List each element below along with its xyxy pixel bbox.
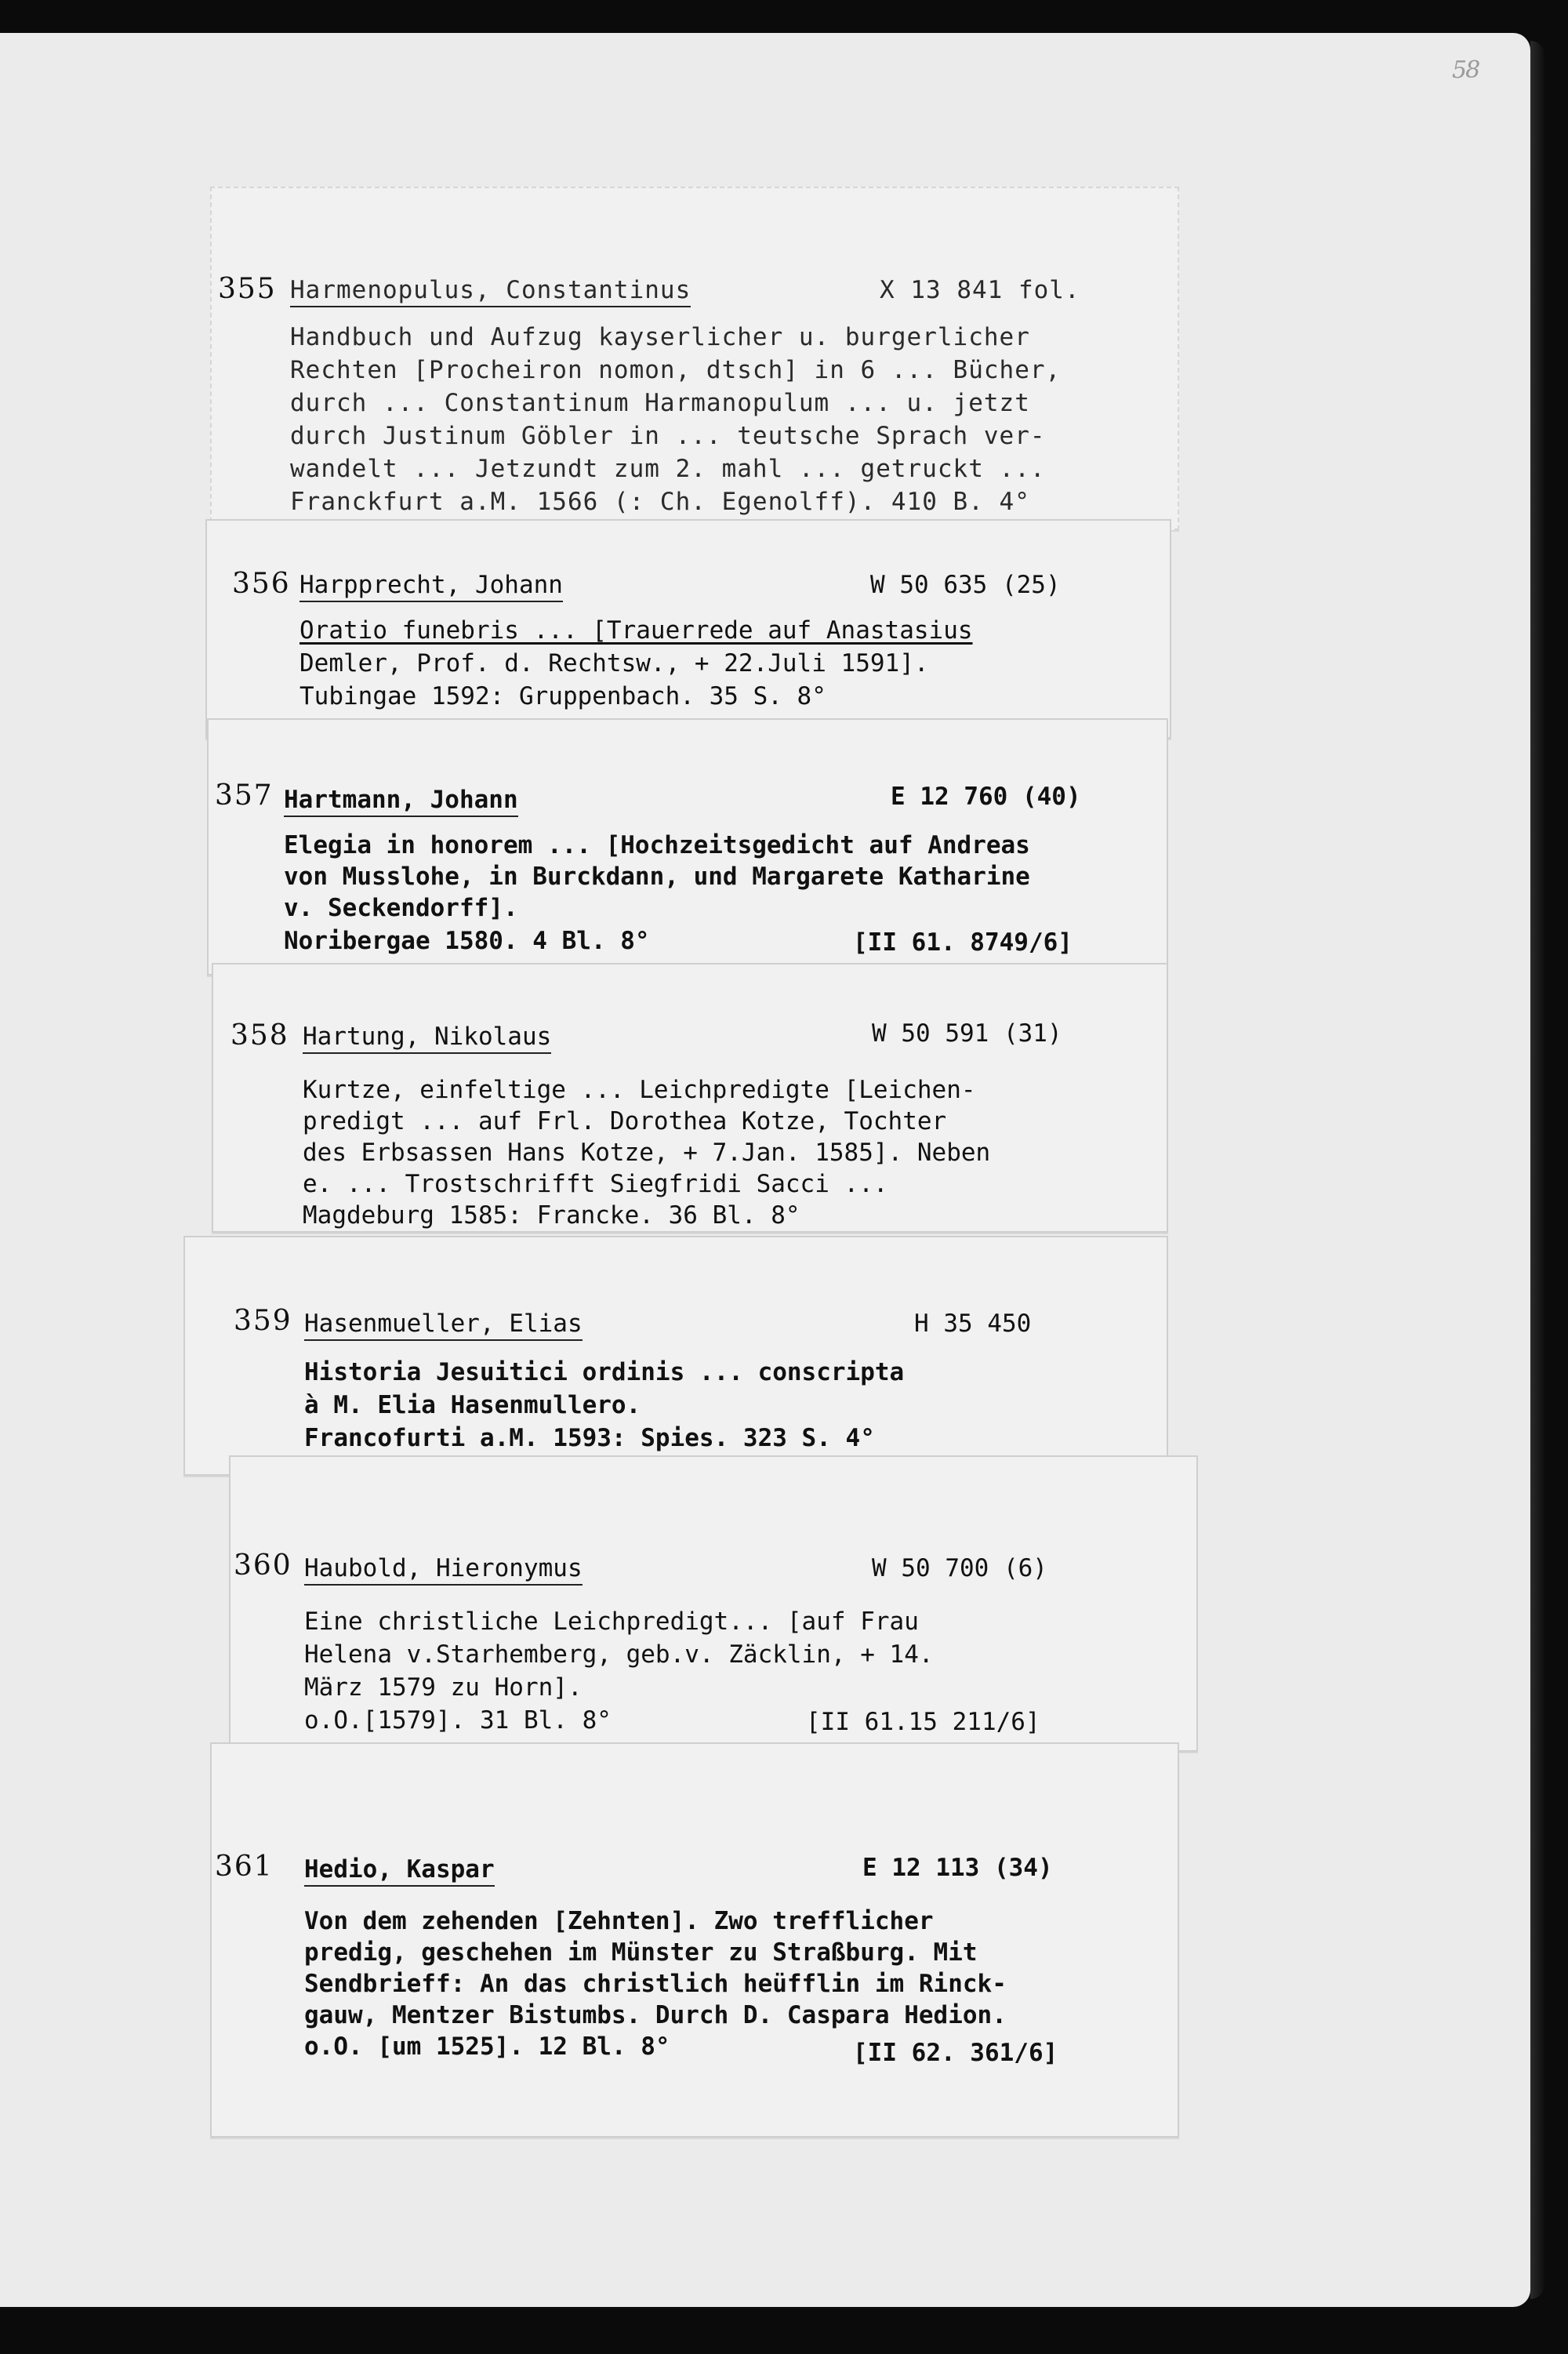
imprint-line: Noribergae 1580. 4 Bl. 8° (284, 927, 650, 955)
description-line: Rechten [Procheiron nomon, dtsch] in 6 ... Bücher, (290, 356, 1062, 384)
description-line: des Erbsassen Hans Kotze, + 7.Jan. 1585]. Neben (303, 1139, 991, 1167)
description-line: Von dem zehenden [Zehnten]. Zwo trefflicher (304, 1907, 934, 1935)
imprint-line: o.O. [um 1525]. 12 Bl. 8° (304, 2033, 670, 2061)
shelfmark: W 50 635 (25) (870, 571, 1061, 599)
holding-note: [II 61. 8749/6] (853, 928, 1073, 957)
imprint-line: Tubingae 1592: Gruppenbach. 35 S. 8° (299, 682, 826, 710)
description-line: à M. Elia Hasenmullero. (304, 1391, 641, 1419)
author-heading: Harpprecht, Johann (299, 571, 563, 602)
description-line: predig, geschehen im Münster zu Straßburg. Mit (304, 1938, 978, 1967)
description-line: durch Justinum Göbler in ... teutsche Sprach ver- (290, 422, 1046, 450)
shelfmark: E 12 760 (40) (891, 783, 1081, 811)
description-line: von Musslohe, in Burckdann, und Margarete Katharine (284, 863, 1030, 891)
catalog-card-356 (205, 519, 1171, 739)
catalog-card-360 (229, 1455, 1198, 1752)
description-line: März 1579 zu Horn]. (304, 1673, 583, 1702)
description-line: Oratio funebris ... [Trauerrede auf Anastasius (299, 616, 973, 645)
holding-note: [II 61.15 211/6] (806, 1708, 1040, 1736)
description-line: Sendbrieff: An das christlich heüfflin im Rinck- (304, 1970, 1007, 1998)
entry-number: 356 (232, 568, 291, 600)
imprint-line: o.O.[1579]. 31 Bl. 8° (304, 1706, 612, 1735)
description-line: e. ... Trostschrifft Siegfridi Sacci ... (303, 1170, 888, 1198)
entry-number: 361 (215, 1851, 274, 1883)
catalog-card-358 (212, 963, 1168, 1233)
imprint-line: Franckfurt a.M. 1566 (: Ch. Egenolff). 410 B. 4° (290, 488, 1030, 516)
imprint-line: Magdeburg 1585: Francke. 36 Bl. 8° (303, 1201, 800, 1230)
shelfmark: W 50 700 (6) (872, 1554, 1047, 1582)
entry-number: 359 (234, 1305, 292, 1337)
catalog-card-357 (207, 718, 1168, 975)
page-edge (1530, 41, 1544, 2299)
author-heading: Hartung, Nikolaus (303, 1023, 551, 1054)
description-line: wandelt ... Jetzundt zum 2. mahl ... getruckt ... (290, 455, 1046, 483)
author-heading: Hedio, Kaspar (304, 1855, 495, 1887)
entry-number: 360 (234, 1549, 292, 1582)
description-line: Elegia in honorem ... [Hochzeitsgedicht auf Andreas (284, 831, 1030, 859)
description-line: Kurtze, einfeltige ... Leichpredigte [Leichen- (303, 1076, 976, 1104)
shelfmark: W 50 591 (31) (872, 1019, 1062, 1048)
author-heading: Hartmann, Johann (284, 786, 518, 817)
author-heading: Harmenopulus, Constantinus (290, 276, 691, 307)
author-heading: Hasenmueller, Elias (304, 1310, 583, 1341)
catalog-card-355 (210, 187, 1179, 530)
entry-number: 357 (215, 779, 274, 812)
shelfmark: H 35 450 (914, 1310, 1032, 1338)
description-line: Demler, Prof. d. Rechtsw., + 22.Juli 1591]. (299, 649, 929, 678)
catalog-card-359 (183, 1236, 1168, 1476)
holding-note: [II 62. 361/6] (853, 2039, 1058, 2067)
description-line: gauw, Mentzer Bistumbs. Durch D. Caspara Hedion. (304, 2001, 1007, 2029)
description-line: Historia Jesuitici ordinis ... conscripta (304, 1358, 905, 1386)
catalog-card-361 (210, 1742, 1179, 2138)
entry-number: 355 (218, 273, 277, 305)
description-line: predigt ... auf Frl. Dorothea Kotze, Tochter (303, 1107, 947, 1135)
shelfmark: E 12 113 (34) (862, 1854, 1053, 1882)
description-line: Eine christliche Leichpredigt... [auf Frau (304, 1607, 919, 1636)
entry-number: 358 (230, 1019, 289, 1052)
page-number: 58 (1452, 56, 1479, 84)
description-line: Handbuch und Aufzug kayserlicher u. burgerlicher (290, 323, 1030, 351)
shelfmark: X 13 841 fol. (880, 276, 1080, 304)
description-line: durch ... Constantinum Harmanopulum ... u. jetzt (290, 389, 1030, 417)
imprint-line: Francofurti a.M. 1593: Spies. 323 S. 4° (304, 1424, 875, 1452)
author-heading: Haubold, Hieronymus (304, 1554, 583, 1586)
description-line: Helena v.Starhemberg, geb.v. Zäcklin, + 14. (304, 1640, 934, 1669)
description-line: v. Seckendorff]. (284, 894, 518, 922)
